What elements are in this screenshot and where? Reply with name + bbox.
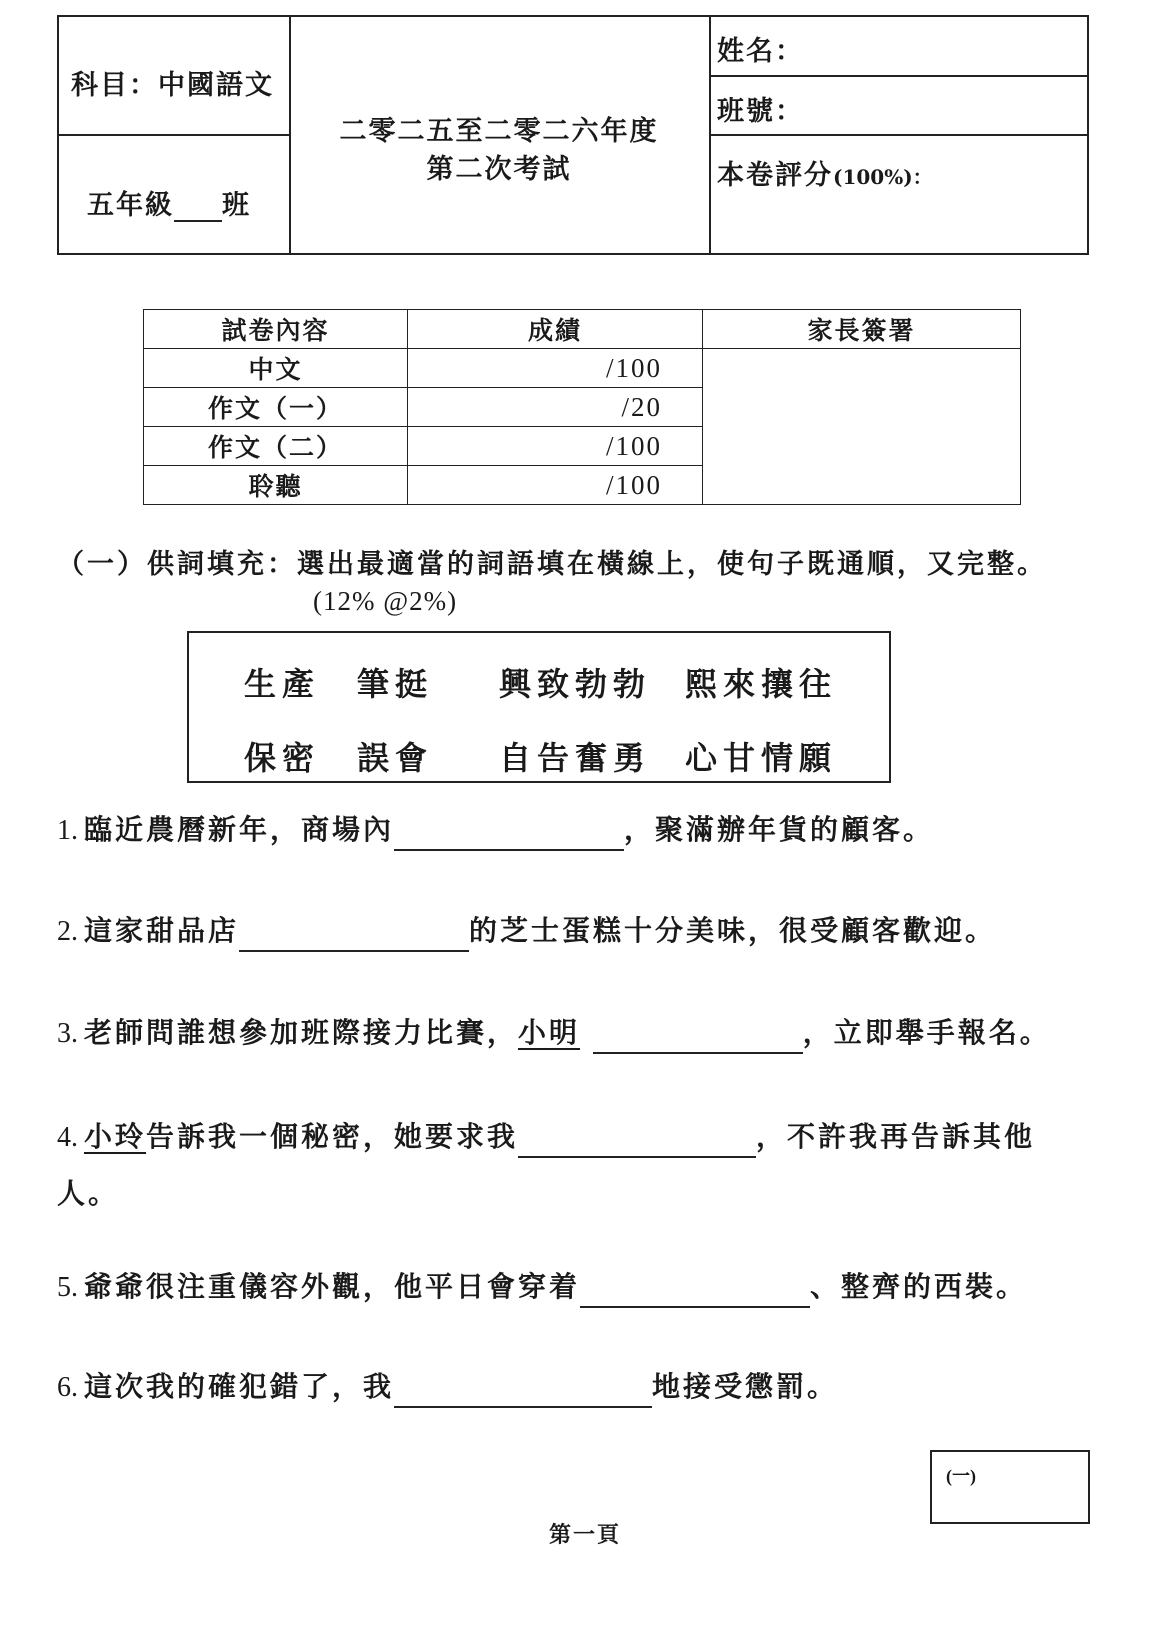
- question-text: 老師問誰想參加班際接力比賽，: [84, 1016, 519, 1049]
- question-text: 的芝士蛋糕十分美味，很受顧客歡迎。: [469, 914, 997, 947]
- question-text: 臨近農曆新年，商場內: [84, 813, 395, 846]
- paper-score[interactable]: /100: [408, 427, 703, 466]
- word-bank-item: 生產: [244, 665, 321, 703]
- question-number: 6.: [57, 1372, 78, 1403]
- word-bank-item: 筆挺: [357, 665, 434, 703]
- question-number: 5.: [57, 1272, 78, 1303]
- class-suffix: 班: [222, 190, 251, 221]
- exam-title-line2: 第二次考試: [426, 154, 572, 185]
- section-marks: (12% @2%): [313, 586, 458, 616]
- class-number-field-label: 班號：: [717, 96, 804, 127]
- word-bank-item: 心甘情願: [685, 739, 838, 777]
- answer-blank[interactable]: [593, 1022, 803, 1054]
- exam-header: [57, 15, 1089, 255]
- table-header: 家長簽署: [703, 310, 1021, 349]
- table-row: [144, 349, 1021, 388]
- answer-blank[interactable]: [580, 1276, 810, 1308]
- answer-blank[interactable]: [394, 1376, 652, 1408]
- question-2: [57, 911, 996, 952]
- word-bank-item: 保密: [244, 739, 321, 777]
- question-text: 、整齊的西裝。: [810, 1270, 1028, 1303]
- section-instruction: （一）供詞填充：選出最適當的詞語填在橫線上，使句子既通順，又完整。: [57, 549, 1047, 580]
- score-label-percent: (100%)：: [833, 165, 933, 189]
- question-text: 告訴我一個秘密，她要求我: [146, 1120, 519, 1153]
- question-number: 3.: [57, 1018, 78, 1049]
- question-number: 4.: [57, 1122, 78, 1153]
- word-bank: [187, 631, 891, 783]
- section-score-box[interactable]: [930, 1450, 1090, 1524]
- word-bank-item: 誤會: [357, 739, 434, 777]
- header-divider: [709, 75, 1087, 77]
- paper-score[interactable]: /20: [408, 388, 703, 427]
- word-bank-item: 自告奮勇: [499, 739, 652, 777]
- table-header-row: [144, 310, 1021, 349]
- grade-class-label: [87, 183, 251, 222]
- header-divider: [709, 134, 1087, 136]
- question-text: ，立即舉手報名。: [802, 1016, 1051, 1049]
- paper-subject: 作文（一）: [144, 388, 408, 427]
- question-text: 爺爺很注重儀容外觀，他平日會穿着: [84, 1270, 581, 1303]
- table-header: 成績: [408, 310, 703, 349]
- score-table: [143, 309, 1021, 505]
- paper-subject: 聆聽: [144, 466, 408, 505]
- word-bank-item: 興致勃勃: [499, 665, 652, 703]
- name-field-label: 姓名：: [717, 36, 804, 67]
- section-score-box-label: (一): [946, 1466, 976, 1486]
- answer-blank[interactable]: [394, 819, 624, 851]
- question-3: [57, 1013, 1051, 1054]
- score-label-text: 本卷評分: [717, 160, 833, 191]
- answer-blank[interactable]: [518, 1126, 756, 1158]
- proper-name: 小明: [518, 1016, 581, 1049]
- question-1: [57, 810, 934, 851]
- question-4-continued: 人。: [57, 1177, 120, 1210]
- answer-blank[interactable]: [239, 920, 469, 952]
- subject-label: 科目：中國語文: [71, 70, 274, 101]
- question-6: [57, 1367, 838, 1408]
- grade-label: 五年級: [87, 190, 174, 221]
- proper-name: 小玲: [84, 1120, 147, 1153]
- paper-subject: 作文（二）: [144, 427, 408, 466]
- question-text: ，聚滿辦年貨的顧客。: [624, 813, 935, 846]
- question-text: 地接受懲罰。: [652, 1370, 839, 1403]
- question-number: 2.: [57, 916, 78, 947]
- paper-score[interactable]: /100: [408, 349, 703, 388]
- class-blank[interactable]: [174, 198, 222, 222]
- table-header: 試卷內容: [144, 310, 408, 349]
- page-number: 第一頁: [548, 1522, 621, 1548]
- question-4: [57, 1117, 1035, 1158]
- question-text: 這次我的確犯錯了，我: [84, 1370, 395, 1403]
- question-5: [57, 1267, 1027, 1308]
- paper-score-label: [717, 153, 933, 192]
- parent-signature-cell[interactable]: [703, 349, 1021, 505]
- header-divider: [59, 134, 289, 136]
- question-text: 這家甜品店: [84, 914, 240, 947]
- paper-subject: 中文: [144, 349, 408, 388]
- question-number: 1.: [57, 815, 78, 846]
- exam-title-line1: 二零二五至二零二六年度: [339, 116, 659, 147]
- word-bank-item: 熙來攘往: [685, 665, 838, 703]
- paper-score[interactable]: /100: [408, 466, 703, 505]
- question-text: ，不許我再告訴其他: [756, 1120, 1036, 1153]
